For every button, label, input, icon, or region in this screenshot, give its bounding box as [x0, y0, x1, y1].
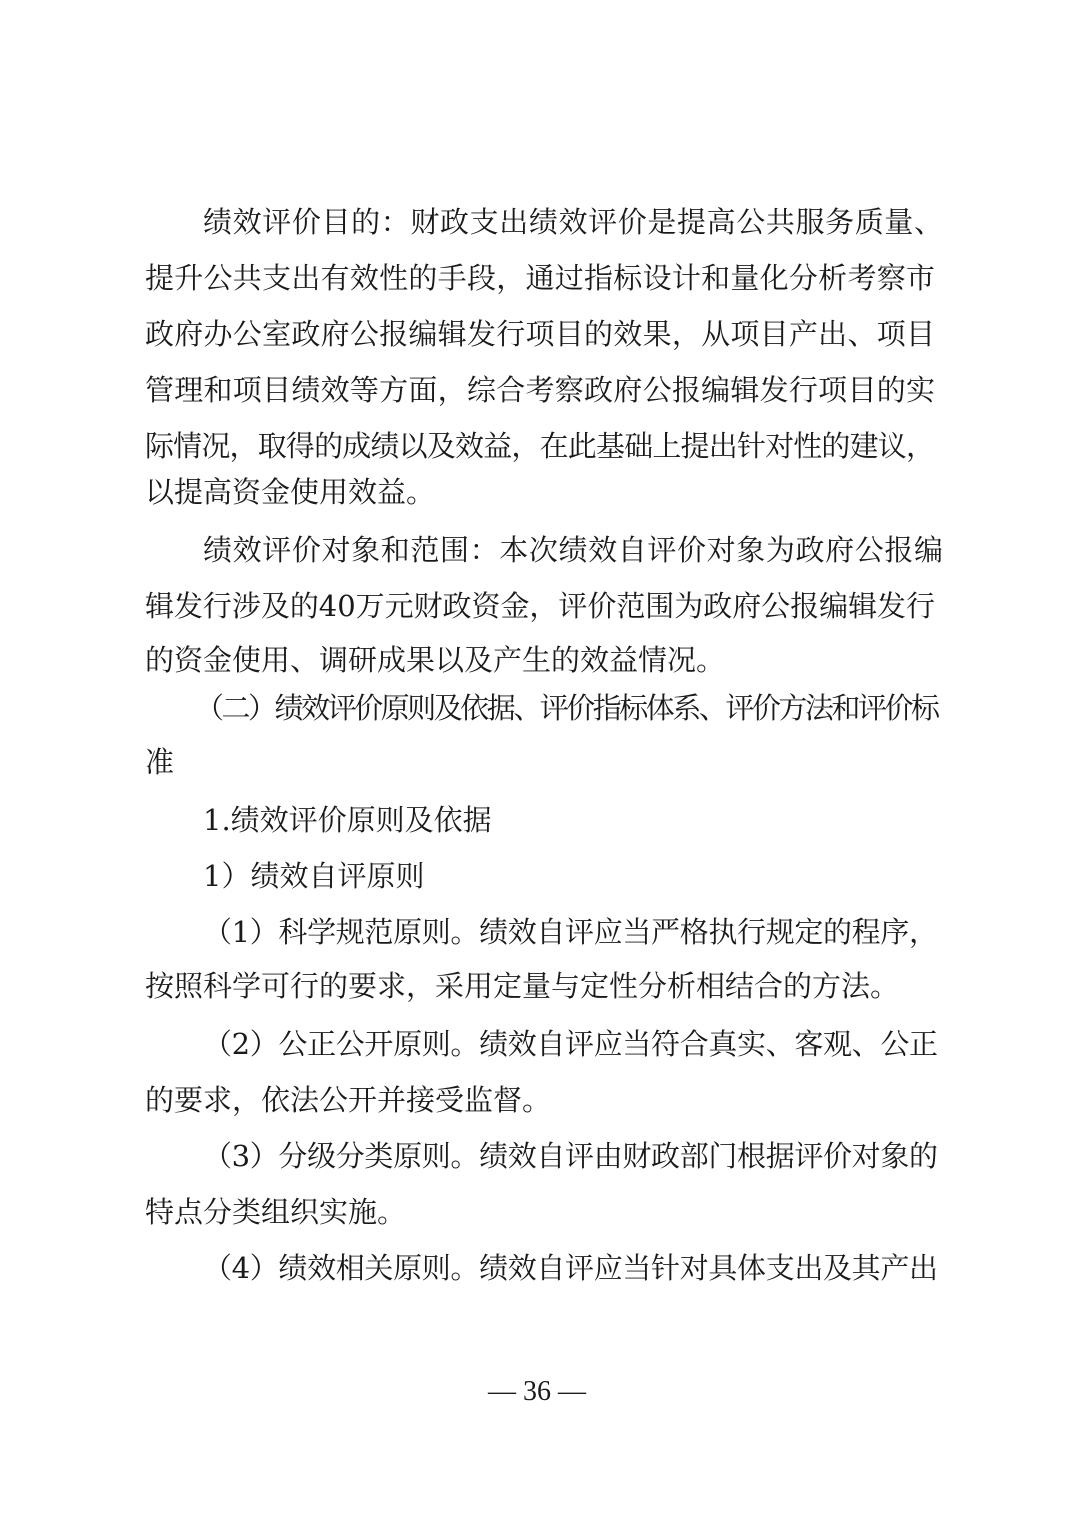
section-heading-line-2: 准 — [145, 745, 175, 779]
text-line-9: 的资金使用、调研成果以及产生的效益情况。 — [145, 643, 726, 677]
text-line-1: 绩效评价目的：财政支出绩效评价是提高公共服务质量、 — [203, 205, 944, 239]
page-number: — 36 — — [488, 1376, 586, 1407]
text-line-19: 特点分类组织实施。 — [145, 1195, 407, 1229]
subheading-1-1: 1）绩效自评原则 — [203, 859, 425, 893]
text-line-16: （2）公正公开原则。绩效自评应当符合真实、客观、公正 — [203, 1027, 938, 1061]
text-line-17: 的要求，依法公开并接受监督。 — [145, 1083, 552, 1117]
text-line-4: 管理和项目绩效等方面，综合考察政府公报编辑发行项目的实 — [145, 373, 936, 407]
text-line-8: 辑发行涉及的40万元财政资金，评价范围为政府公报编辑发行 — [145, 589, 935, 623]
text-line-6: 以提高资金使用效益。 — [145, 475, 436, 509]
text-line-2: 提升公共支出有效性的手段，通过指标设计和量化分析考察市 — [145, 261, 936, 295]
section-heading-line-1: （二）绩效评价原则及依据、评价指标体系、评价方法和评价标 — [195, 691, 938, 725]
text-line-15: 按照科学可行的要求，采用定量与定性分析相结合的方法。 — [145, 969, 900, 1003]
subheading-1: 1.绩效评价原则及依据 — [203, 803, 492, 837]
text-line-3: 政府办公室政府公报编辑发行项目的效果，从项目产出、项目 — [145, 317, 936, 351]
text-line-14: （1）科学规范原则。绩效自评应当严格执行规定的程序， — [203, 915, 938, 949]
text-line-7: 绩效评价对象和范围：本次绩效自评价对象为政府公报编 — [203, 533, 944, 567]
text-line-20: （4）绩效相关原则。绩效自评应当针对具体支出及其产出 — [203, 1251, 938, 1285]
text-line-18: （3）分级分类原则。绩效自评由财政部门根据评价对象的 — [203, 1139, 938, 1173]
text-line-5: 际情况，取得的成绩以及效益，在此基础上提出针对性的建议， — [145, 429, 935, 463]
